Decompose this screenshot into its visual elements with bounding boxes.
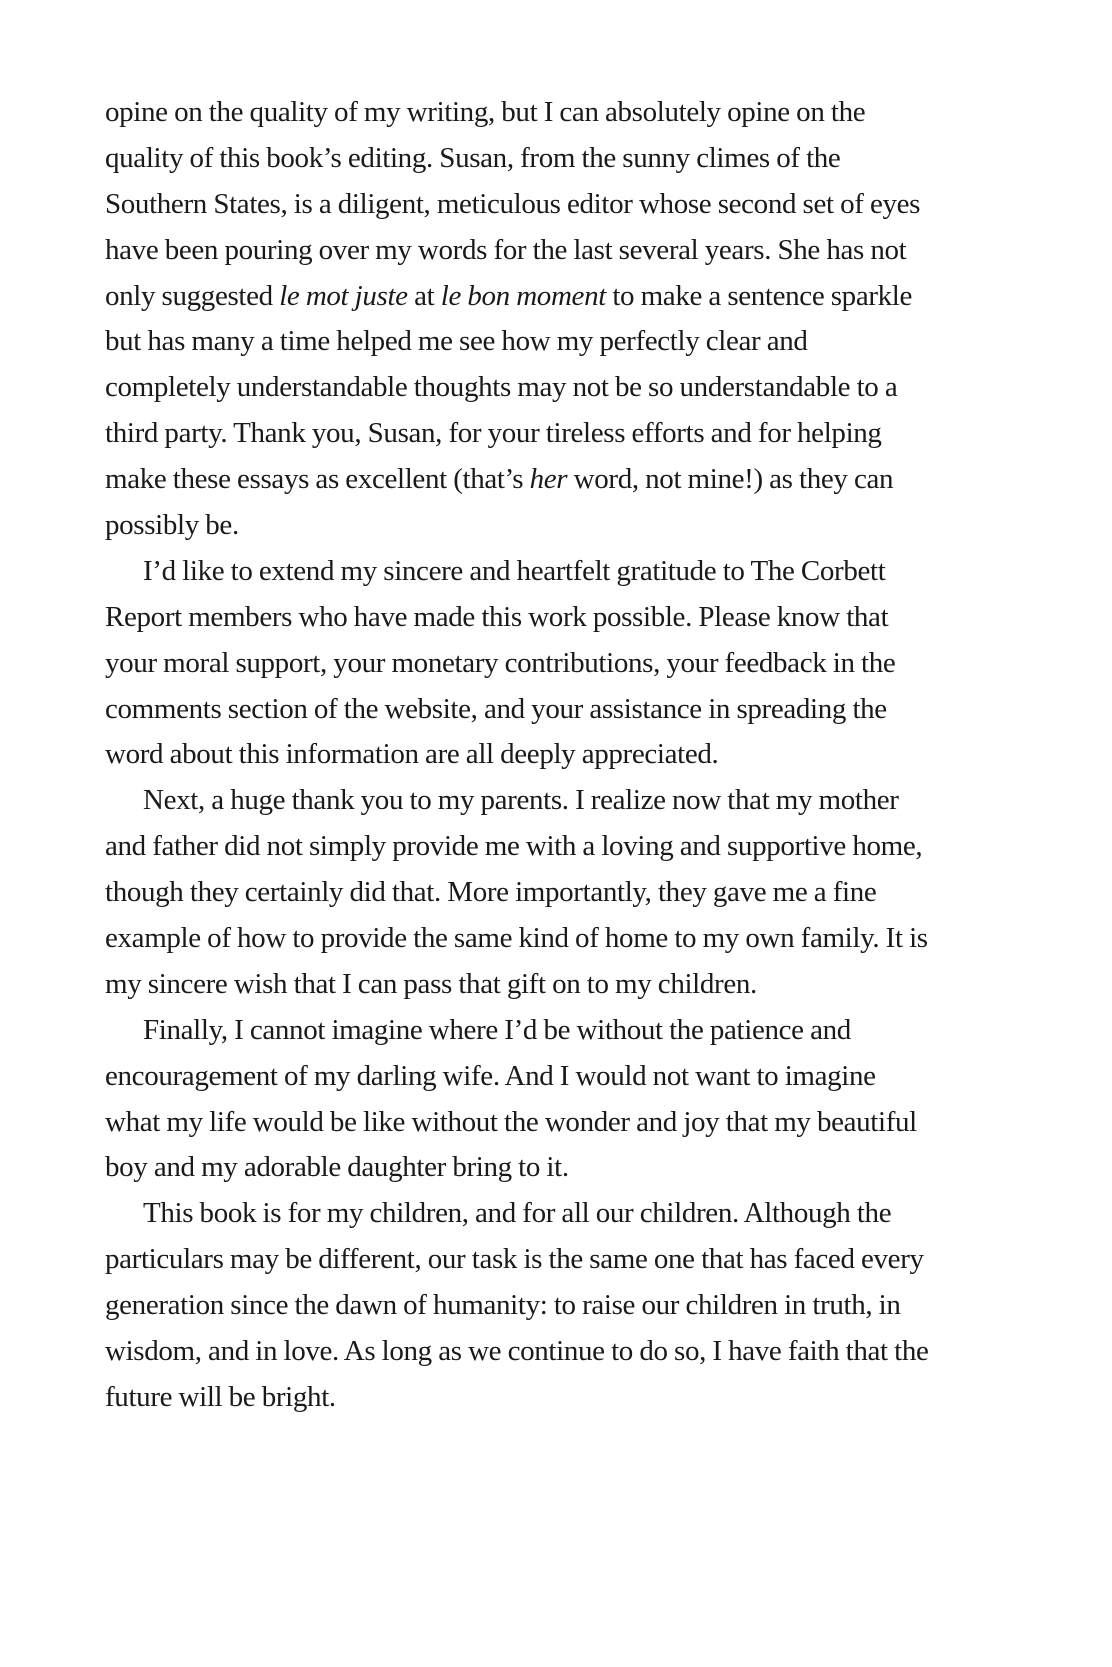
text-run: possibly be.	[105, 509, 239, 542]
text-run: third party. Thank you, Susan, for your tireless efforts and for helping	[105, 417, 882, 450]
text-line	[105, 457, 955, 503]
text-line	[105, 90, 955, 136]
text-run: boy and my adorable daughter bring to it.	[105, 1151, 569, 1184]
text-line	[105, 778, 955, 824]
italic-text: le mot juste	[279, 279, 408, 312]
text-line	[105, 1329, 955, 1375]
text-line	[105, 962, 955, 1008]
text-run: but has many a time helped me see how my perfectly clear and	[105, 325, 808, 358]
text-run: have been pouring over my words for the last several years. She has not	[105, 233, 907, 266]
text-run: This book is for my children, and for all our children. Although the	[143, 1197, 892, 1230]
text-run: comments section of the website, and your assistance in spreading the	[105, 692, 887, 725]
text-line	[105, 182, 955, 228]
text-line	[105, 824, 955, 870]
text-run: generation since the dawn of humanity: to raise our children in truth, in	[105, 1289, 901, 1322]
book-page-body	[105, 90, 955, 1421]
italic-text: her	[529, 463, 568, 496]
text-run: Next, a huge thank you to my parents. I realize now that my mother	[143, 784, 899, 817]
text-line	[105, 1283, 955, 1329]
text-line	[105, 1008, 955, 1054]
text-line	[105, 1191, 955, 1237]
text-run: quality of this book’s editing. Susan, from the sunny climes of the	[105, 141, 841, 174]
text-run: word about this information are all deeply appreciated.	[105, 738, 719, 771]
text-line	[105, 503, 955, 549]
text-run: though they certainly did that. More importantly, they gave me a fine	[105, 876, 877, 909]
text-line	[105, 732, 955, 778]
text-run: your moral support, your monetary contributions, your feedback in the	[105, 646, 896, 679]
text-run: particulars may be different, our task is the same one that has faced every	[105, 1243, 924, 1276]
text-line	[105, 687, 955, 733]
italic-text: le bon moment	[440, 279, 606, 312]
text-run: make these essays as excellent (that’s	[105, 463, 530, 496]
text-run: Report members who have made this work possible. Please know that	[105, 600, 889, 633]
text-line	[105, 136, 955, 182]
text-run: word, not mine!) as they can	[567, 463, 894, 496]
text-line	[105, 1054, 955, 1100]
text-run: encouragement of my darling wife. And I would not want to imagine	[105, 1059, 876, 1092]
paragraph	[105, 549, 955, 778]
text-run: future will be bright.	[105, 1380, 336, 1413]
text-run: example of how to provide the same kind of home to my own family. It is	[105, 922, 928, 955]
text-run: wisdom, and in love. As long as we continue to do so, I have faith that the	[105, 1335, 929, 1368]
text-line	[105, 1375, 955, 1421]
text-line	[105, 870, 955, 916]
text-run: and father did not simply provide me with a loving and supportive home,	[105, 830, 923, 863]
text-line	[105, 549, 955, 595]
text-line	[105, 1237, 955, 1283]
text-line	[105, 228, 955, 274]
text-run: completely understandable thoughts may not be so understandable to a	[105, 371, 898, 404]
text-run: Finally, I cannot imagine where I’d be without the patience and	[143, 1013, 851, 1046]
text-line	[105, 1100, 955, 1146]
text-line	[105, 365, 955, 411]
text-line	[105, 1145, 955, 1191]
text-line	[105, 319, 955, 365]
text-run: I’d like to extend my sincere and heartfelt gratitude to The Corbett	[143, 554, 886, 587]
text-line	[105, 274, 955, 320]
text-run: my sincere wish that I can pass that gift on to my children.	[105, 967, 757, 1000]
paragraph	[105, 90, 955, 549]
text-run: only suggested	[105, 279, 280, 312]
text-line	[105, 595, 955, 641]
paragraph	[105, 1191, 955, 1420]
text-run: opine on the quality of my writing, but I can absolutely opine on the	[105, 96, 866, 128]
text-run: at	[407, 279, 441, 312]
text-line	[105, 411, 955, 457]
paragraph	[105, 1008, 955, 1192]
text-line	[105, 641, 955, 687]
text-run: what my life would be like without the wonder and joy that my beautiful	[105, 1105, 917, 1138]
text-run: to make a sentence sparkle	[605, 279, 913, 312]
text-line	[105, 916, 955, 962]
paragraph	[105, 778, 955, 1007]
text-run: Southern States, is a diligent, meticulous editor whose second set of eyes	[105, 187, 921, 220]
